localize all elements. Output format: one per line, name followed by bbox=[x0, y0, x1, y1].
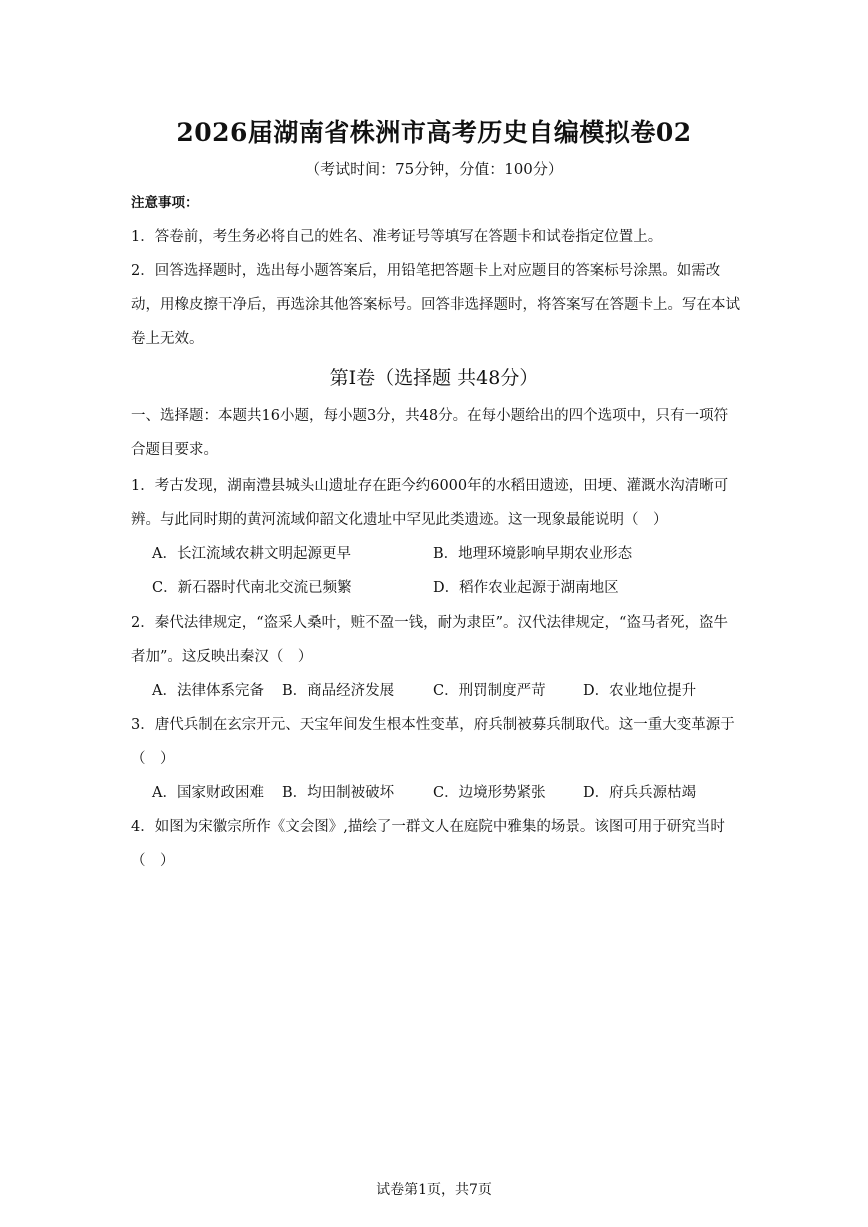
question-options bbox=[152, 776, 752, 810]
option-d: D．府兵兵源枯竭 bbox=[583, 785, 697, 801]
option-c: C．新石器时代南北交流已频繁 bbox=[152, 580, 352, 596]
option-b: B．均田制被破坏 bbox=[282, 785, 395, 801]
question-options bbox=[152, 674, 752, 708]
notice-item: 2．回答选择题时，选出每小题答案后，用铅笔把答题卡上对应题目的答案标号涂黑。如需改动，用橡皮擦干净后，再选涂其他答案标号。回答非选择题时，将答案写在答题卡上。写在本试卷上无效。 bbox=[131, 263, 740, 347]
exam-info: （考试时间：75分钟，分值：100分） bbox=[305, 160, 563, 178]
notice-heading: 注意事项： bbox=[131, 195, 199, 211]
option-a: A．长江流域农耕文明起源更早 bbox=[152, 546, 351, 562]
question-options bbox=[152, 537, 752, 605]
option-b: B．商品经济发展 bbox=[282, 683, 395, 699]
option-c: C．刑罚制度严苛 bbox=[433, 683, 546, 699]
option-d: D．稻作农业起源于湖南地区 bbox=[433, 580, 619, 596]
option-a: A．国家财政困难 bbox=[152, 785, 264, 801]
notice-item: 1．答卷前，考生务必将自己的姓名、准考证号等填写在答题卡和试卷指定位置上。 bbox=[131, 229, 663, 245]
option-b: B．地理环境影响早期农业形态 bbox=[433, 546, 633, 562]
option-d: D．农业地位提升 bbox=[583, 683, 697, 699]
question-stem: 2．秦代法律规定，“盗采人桑叶，赃不盈一钱，耐为隶臣”。汉代法律规定，“盗马者死，盗牛者加”。这反映出秦汉（ ） bbox=[131, 615, 728, 665]
page-title: 2026届湖南省株洲市高考历史自编模拟卷02 bbox=[176, 118, 692, 147]
question-stem: 4．如图为宋徽宗所作《文会图》,描绘了一群文人在庭院中雅集的场景。该图可用于研究当时（ ） bbox=[131, 819, 725, 869]
page-footer: 试卷第1页，共7页 bbox=[376, 1182, 492, 1198]
section-title: 第Ⅰ卷（选择题 共48分） bbox=[329, 367, 539, 389]
option-a: A．法律体系完备 bbox=[152, 683, 264, 699]
option-c: C．边境形势紧张 bbox=[433, 785, 546, 801]
question-stem: 1．考古发现，湖南澧县城头山遗址存在距今约6000年的水稻田遗迹，田埂、灌溉水沟清晰可辨。与此同时期的黄河流域仰韶文化遗址中罕见此类遗迹。这一现象最能说明（ ） bbox=[131, 478, 729, 528]
question-stem: 3．唐代兵制在玄宗开元、天宝年间发生根本性变革，府兵制被募兵制取代。这一重大变革源于（ ） bbox=[131, 717, 735, 767]
section-intro: 一、选择题：本题共16小题，每小题3分，共48分。在每小题给出的四个选项中，只有一项符合题目要求。 bbox=[131, 408, 729, 458]
